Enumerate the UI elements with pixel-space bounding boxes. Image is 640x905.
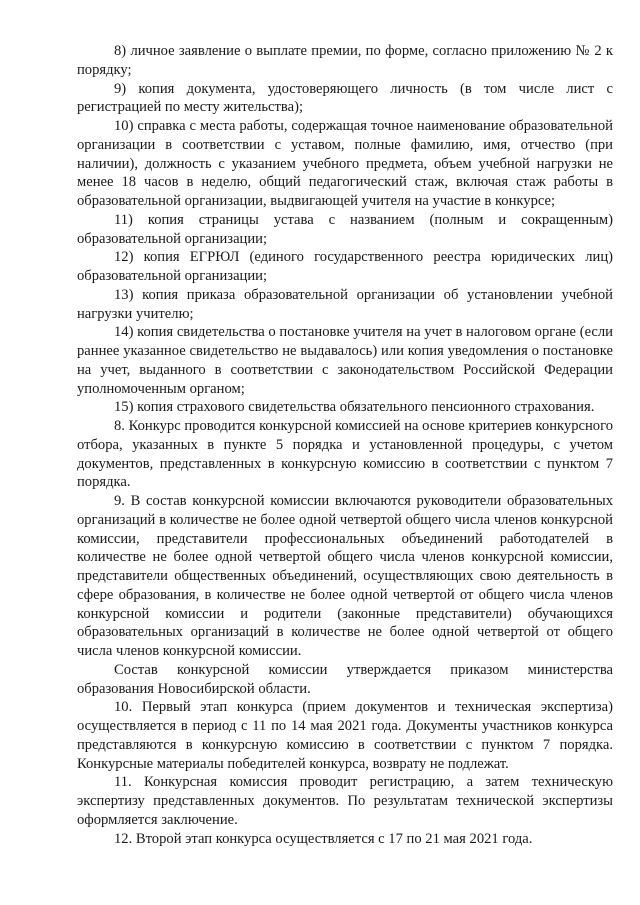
clause-10: 10. Первый этап конкурса (прием документов и техническая экспертиза) осуществляется в период с 11 по 14 мая 2021 года. Документы участников конкурса представляются в конкурсную комиссию в соответствии с пунктом 7 порядка. Конкурсные материалы победителей конкурса, возврату не подлежат.: [77, 699, 613, 772]
list-item-14: 14) копия свидетельства о постановке учителя на учет в налоговом органе (если раннее указанное свидетельство не выдавалось) или копия уведомления о постановке на учет, выданного в соответствии с законодательством Российской Федерации уполномоченным органом;: [77, 324, 613, 397]
list-item-13: 13) копия приказа образовательной организации об установлении учебной нагрузки учителю;: [77, 286, 613, 322]
list-item-15: 15) копия страхового свидетельства обязательного пенсионного страхования.: [114, 399, 595, 416]
list-item-12: 12) копия ЕГРЮЛ (единого государственного реестра юридических лиц) образовательной организации;: [77, 249, 613, 284]
clause-11: 11. Конкурсная комиссия проводит регистрацию, а затем техническую экспертизу представленных документов. По результатам технической экспертизы оформляется заключение.: [77, 774, 613, 828]
clause-8: 8. Конкурс проводится конкурсной комиссией на основе критериев конкурсного отбора, указанных в пункте 5 порядка и установленной процедуры, с учетом документов, представленных в конкурсную комиссию в соответствии с пунктом 7 порядка.: [77, 418, 613, 491]
clause-9: 9. В состав конкурсной комиссии включаются руководители образовательных организаций в количестве не более одной четвертой общего числа членов конкурсной комиссии, представители профессиональных объединений работодателей в количестве не более одной четвертой общего числа членов конкурсной комиссии, представители общественных объединений, осуществляющих свою деятельность в сфере образования, в количестве не более одной четвертой от общего числа членов конкурсной комиссии и родители (законные представители) обучающихся образовательных организаций в количестве не более одной четвертой от общего числа членов конкурсной комиссии.: [77, 493, 613, 659]
list-item-11: 11) копия страницы устава с названием (полным и сокращенным) образовательной организации;: [77, 211, 613, 247]
clause-12: 12. Второй этап конкурса осуществляется с 17 по 21 мая 2021 года.: [114, 830, 533, 847]
list-item-8: 8) личное заявление о выплате премии, по форме, согласно приложению № 2 к порядку;: [77, 43, 613, 78]
clause-9-commission-approval: Состав конкурсной комиссии утверждается приказом министерства образования Новосибирской области.: [77, 661, 613, 697]
list-item-9: 9) копия документа, удостоверяющего личность (в том числе лист с регистрацией по месту жительства);: [77, 80, 613, 116]
document-page: [77, 42, 613, 848]
list-item-10: 10) справка с места работы, содержащая точное наименование образовательной организации в соответствии с уставом, полные фамилию, имя, отчество (при наличии), должность с указанием учебного предмета, объем учебной нагрузки не менее 18 часов в неделю, общий педагогический стаж, включая стаж работы в образовательной организации, выдвигающей учителя на участие в конкурсе;: [77, 118, 613, 209]
